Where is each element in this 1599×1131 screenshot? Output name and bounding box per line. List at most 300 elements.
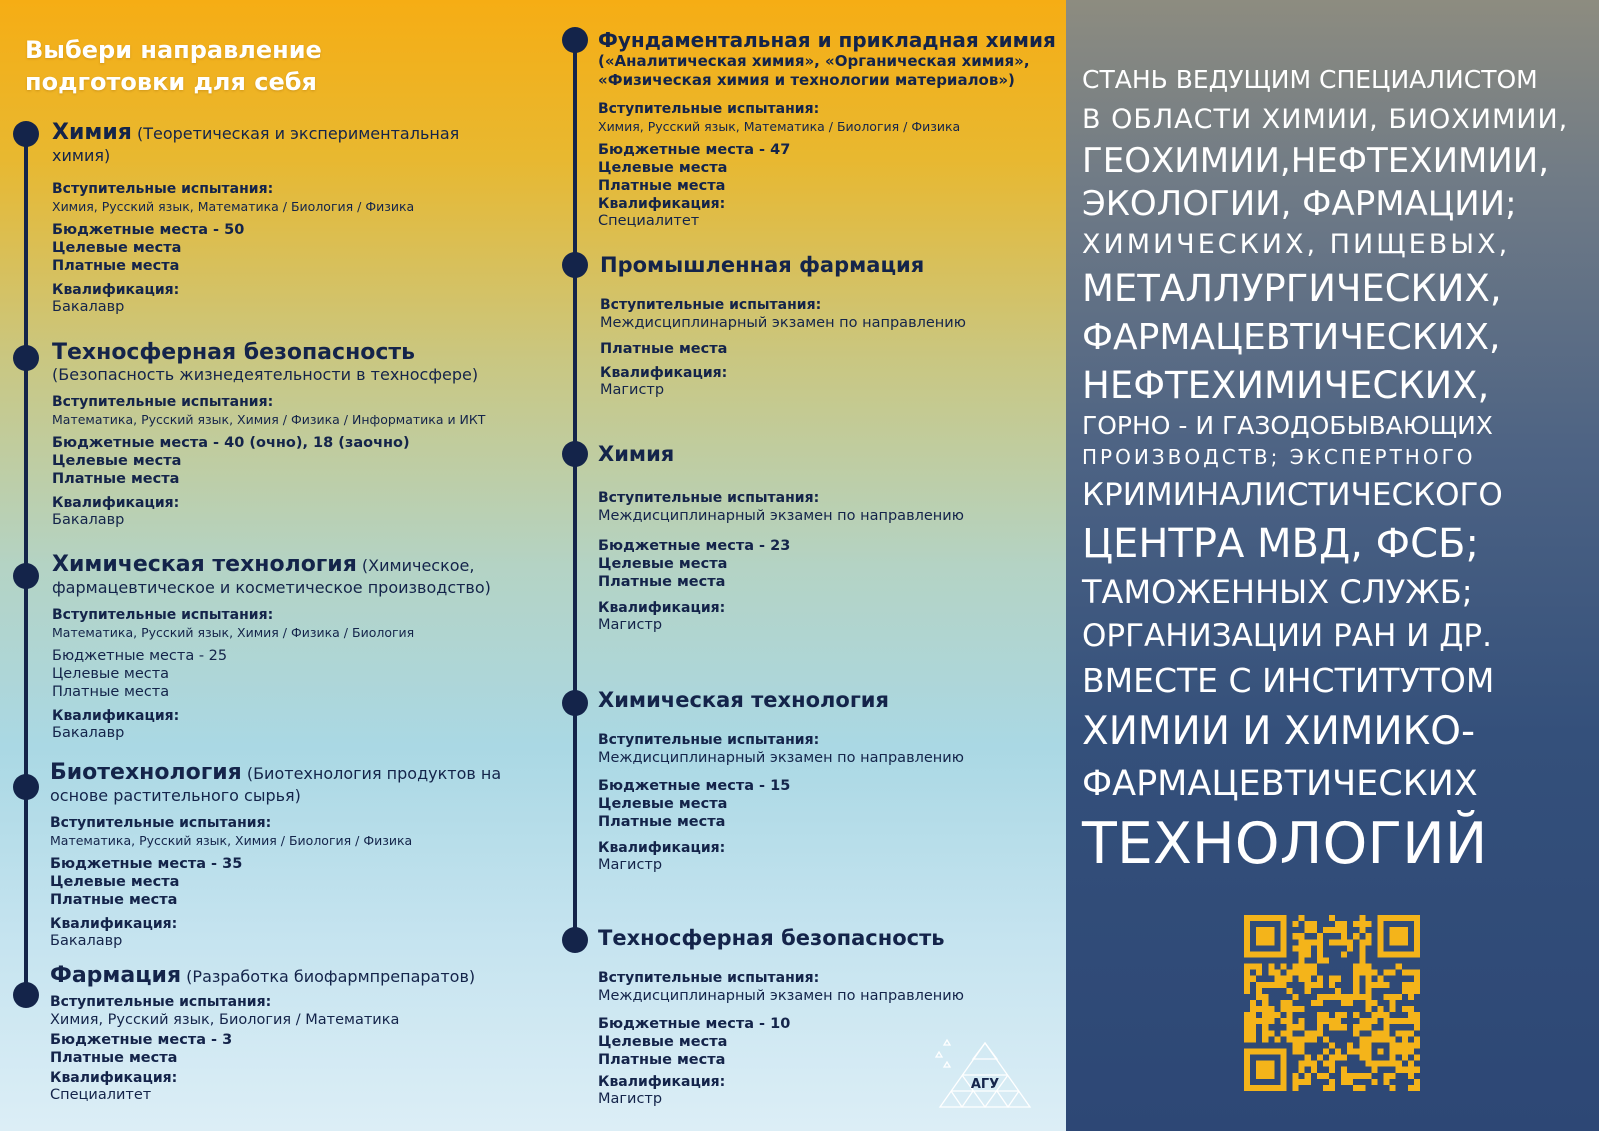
- qr-module: [1384, 1024, 1390, 1030]
- qr-module: [1353, 1030, 1359, 1036]
- targeted-seats: Целевые места: [598, 1034, 728, 1050]
- qr-module: [1384, 1012, 1390, 1018]
- qr-module: [1299, 951, 1305, 957]
- qr-module: [1293, 1049, 1299, 1055]
- qr-module: [1384, 1030, 1390, 1036]
- qr-module: [1317, 939, 1323, 945]
- qr-module: [1414, 1042, 1420, 1048]
- timeline-dot: [562, 27, 588, 53]
- qr-module: [1280, 976, 1286, 982]
- program-bachelor-biotechnology: [50, 760, 550, 950]
- qr-module: [1390, 1036, 1396, 1066]
- qr-module: [1244, 976, 1250, 982]
- qr-module: [1359, 1024, 1365, 1030]
- qr-module: [1299, 1067, 1305, 1073]
- qr-module: [1299, 1049, 1305, 1055]
- qr-module: [1305, 964, 1311, 970]
- qr-module: [1371, 1079, 1377, 1085]
- qr-module: [1286, 976, 1292, 982]
- promo-line: ВМЕСТЕ С ИНСТИТУТОМ: [1082, 661, 1495, 700]
- qr-code-icon: [1244, 915, 1420, 1091]
- qr-module: [1335, 1049, 1341, 1055]
- qr-module: [1365, 976, 1371, 982]
- qr-module: [1359, 921, 1365, 927]
- budget-seats: Бюджетные места - 23: [598, 538, 791, 554]
- qr-module: [1341, 933, 1347, 939]
- exams-label: Вступительные испытания:: [52, 394, 274, 410]
- promo-line: ГЕОХИМИИ,НЕФТЕХИМИИ,: [1082, 141, 1550, 181]
- qr-code[interactable]: [1244, 915, 1420, 1095]
- qr-module: [1305, 945, 1311, 951]
- promo-line: ПРОИЗВОДСТВ; ЭКСПЕРТНОГО: [1082, 445, 1476, 469]
- qr-module: [1305, 1036, 1311, 1042]
- exams-value: Математика, Русский язык, Химия / Физика / Информатика и ИКТ: [52, 412, 486, 427]
- qr-module: [1244, 1024, 1250, 1030]
- qr-module: [1311, 1061, 1317, 1067]
- qr-module: [1323, 1049, 1329, 1055]
- qr-module: [1335, 976, 1341, 982]
- qr-module: [1268, 1030, 1274, 1036]
- qr-module: [1329, 1024, 1335, 1030]
- program-master-chemistry: [598, 442, 1038, 634]
- qr-module: [1305, 951, 1311, 957]
- qr-module: [1262, 1012, 1268, 1018]
- qr-module: [1329, 976, 1335, 982]
- qr-module: [1353, 964, 1359, 970]
- qr-module: [1359, 1042, 1365, 1048]
- qr-module: [1408, 994, 1414, 1000]
- program-fundamental-applied-chemistry: [598, 28, 1058, 230]
- qr-module: [1256, 1006, 1262, 1012]
- qr-module: [1280, 964, 1286, 970]
- qr-module: [1408, 1006, 1414, 1012]
- budget-seats: Бюджетные места - 47: [598, 142, 791, 158]
- timeline-line-left: [24, 133, 28, 983]
- qr-module: [1353, 1073, 1359, 1079]
- qr-module: [1244, 1012, 1250, 1018]
- qr-module: [1262, 1024, 1268, 1030]
- qr-module: [1305, 1073, 1311, 1079]
- qr-module: [1414, 1018, 1420, 1024]
- qr-module: [1280, 1018, 1286, 1024]
- qr-module: [1280, 915, 1286, 957]
- qr-module: [1378, 982, 1384, 988]
- qr-module: [1244, 1030, 1250, 1036]
- qr-module: [1317, 1012, 1323, 1018]
- qr-module: [1365, 1024, 1371, 1030]
- qr-module: [1365, 982, 1371, 988]
- qr-module: [1299, 976, 1305, 982]
- qr-module: [1414, 1079, 1420, 1085]
- qr-module: [1359, 915, 1365, 921]
- program-title: Промышленная фармация: [600, 253, 925, 277]
- qr-module: [1353, 988, 1359, 994]
- promo-line: НЕФТЕХИМИЧЕСКИХ,: [1082, 364, 1490, 407]
- paid-seats: Платные места: [50, 892, 178, 908]
- qualification-value: Специалитет: [50, 1087, 152, 1103]
- qr-module: [1359, 939, 1365, 945]
- qr-module: [1353, 1012, 1359, 1018]
- qr-module: [1305, 927, 1311, 933]
- qr-module: [1414, 1085, 1420, 1091]
- qr-module: [1268, 970, 1274, 976]
- qr-module: [1244, 988, 1250, 994]
- qr-module: [1384, 1073, 1390, 1079]
- qr-module: [1299, 964, 1305, 970]
- paid-seats: Платные места: [52, 684, 170, 700]
- qr-module: [1329, 982, 1335, 988]
- qr-module: [1293, 921, 1299, 927]
- qr-module: [1329, 915, 1335, 921]
- qr-module: [1329, 994, 1335, 1000]
- qr-module: [1390, 970, 1396, 976]
- qr-module: [1347, 1042, 1353, 1048]
- qualification-value: Специалитет: [598, 213, 700, 229]
- exams-value: Химия, Русский язык, Математика / Биология / Физика: [598, 119, 961, 134]
- promo-line: ЦЕНТРА МВД, ФСБ;: [1082, 521, 1479, 567]
- qr-module: [1335, 921, 1341, 927]
- qr-module: [1371, 1012, 1377, 1018]
- exams-label: Вступительные испытания:: [50, 815, 272, 831]
- qr-module: [1335, 1055, 1341, 1061]
- qr-module: [1256, 1018, 1262, 1024]
- qr-module: [1396, 964, 1402, 970]
- qr-module: [1396, 1067, 1402, 1073]
- qr-module: [1341, 921, 1347, 927]
- qr-module: [1408, 970, 1414, 976]
- qr-module: [1359, 951, 1365, 957]
- qr-module: [1402, 1042, 1408, 1048]
- program-title: Химическая технология: [598, 688, 889, 712]
- exams-value: Химия, Русский язык, Биология / Математика: [50, 1012, 400, 1028]
- qualification-label: Квалификация:: [52, 708, 180, 724]
- qr-module: [1317, 1030, 1323, 1036]
- qr-module: [1305, 939, 1311, 945]
- qr-module: [1365, 970, 1371, 976]
- seats-block: [598, 777, 1038, 831]
- qr-module: [1262, 1036, 1268, 1042]
- qr-module: [1268, 1006, 1274, 1012]
- program-industrial-pharmacy: [600, 253, 1040, 399]
- qr-module: [1414, 1067, 1420, 1073]
- qr-module: [1323, 1061, 1329, 1067]
- qr-module: [1268, 982, 1274, 988]
- qr-module: [1341, 1079, 1347, 1085]
- qr-module: [1353, 1024, 1359, 1030]
- qualification-label: Квалификация:: [598, 840, 726, 856]
- targeted-seats: Целевые места: [598, 796, 728, 812]
- qr-module: [1335, 939, 1341, 945]
- qualification-value: Бакалавр: [52, 725, 125, 741]
- qr-module: [1311, 1000, 1317, 1006]
- qr-module: [1414, 970, 1420, 976]
- qr-module: [1256, 964, 1262, 970]
- qr-module: [1317, 1000, 1323, 1006]
- promo-line: ХИМИИ И ХИМИКО-: [1082, 709, 1476, 754]
- seats-block: [598, 537, 1038, 591]
- budget-seats: Бюджетные места - 35: [50, 856, 243, 872]
- qr-module: [1305, 982, 1311, 988]
- seats-block: [50, 855, 550, 909]
- qr-module: [1317, 951, 1323, 957]
- qr-module: [1293, 1073, 1299, 1079]
- qr-module: [1359, 994, 1365, 1000]
- qr-module: [1317, 957, 1323, 963]
- timeline-dot: [13, 563, 39, 589]
- qr-module: [1250, 1012, 1256, 1018]
- qr-module: [1323, 1073, 1329, 1079]
- budget-seats: Бюджетные места - 50: [52, 222, 245, 238]
- qr-module: [1359, 1036, 1365, 1042]
- qualification-value: Магистр: [600, 382, 665, 398]
- program-title: Фармация (Разработка биофармпрепаратов): [50, 963, 476, 988]
- qr-module: [1414, 1036, 1420, 1042]
- exams-value: Математика, Русский язык, Химия / Физика / Биология: [52, 625, 415, 640]
- qr-module: [1353, 994, 1359, 1000]
- qr-module: [1286, 1036, 1292, 1042]
- paid-seats: Платные места: [598, 814, 726, 830]
- qr-module: [1250, 1000, 1256, 1006]
- qr-module: [1244, 970, 1250, 976]
- qr-module: [1365, 964, 1371, 970]
- qr-module: [1250, 964, 1256, 970]
- qr-module: [1280, 1000, 1286, 1006]
- qr-module: [1402, 1049, 1408, 1055]
- budget-seats: Бюджетные места - 15: [598, 778, 791, 794]
- qualification-value: Магистр: [598, 857, 663, 873]
- qr-module: [1390, 1000, 1396, 1006]
- qr-module: [1341, 1055, 1347, 1061]
- qr-module: [1293, 970, 1299, 976]
- qr-module: [1299, 1042, 1305, 1048]
- seats-block: [50, 1031, 550, 1067]
- qr-module: [1353, 933, 1359, 939]
- qr-module: [1402, 970, 1408, 976]
- qr-module: [1305, 1061, 1311, 1067]
- exams-label: Вступительные испытания:: [598, 101, 820, 117]
- qr-module: [1244, 964, 1250, 970]
- promo-line: ТАМОЖЕННЫХ СЛУЖБ;: [1082, 573, 1473, 611]
- qr-module: [1293, 933, 1299, 939]
- qr-module: [1311, 1030, 1317, 1036]
- qr-module: [1299, 970, 1305, 976]
- qr-module: [1244, 982, 1250, 988]
- qr-module: [1317, 982, 1323, 988]
- qr-module: [1371, 970, 1377, 976]
- qr-module: [1378, 976, 1384, 982]
- qr-module: [1347, 1049, 1353, 1055]
- qr-module: [1323, 1085, 1329, 1091]
- qr-module: [1274, 970, 1280, 976]
- qr-module: [1365, 933, 1371, 939]
- qr-module: [1414, 915, 1420, 957]
- program-title: Химическая технология (Химическое,: [52, 552, 475, 577]
- exams-value: Междисциплинарный экзамен по направлению: [598, 508, 964, 524]
- qr-module: [1371, 1018, 1377, 1024]
- qr-module: [1359, 1018, 1365, 1024]
- program-title: Химия: [598, 442, 675, 466]
- qr-module: [1384, 1018, 1390, 1024]
- qr-module: [1244, 1085, 1286, 1091]
- qr-module: [1262, 994, 1268, 1000]
- qr-module: [1323, 1018, 1329, 1024]
- qr-module: [1365, 994, 1371, 1000]
- qr-module: [1335, 994, 1341, 1000]
- qr-module: [1311, 964, 1317, 970]
- qr-module: [1378, 951, 1420, 957]
- exams-label: Вступительные испытания:: [598, 490, 820, 506]
- qr-module: [1311, 939, 1317, 945]
- qualification-value: Бакалавр: [50, 933, 123, 949]
- qr-module: [1359, 970, 1365, 976]
- qr-module: [1365, 1018, 1371, 1024]
- qr-module: [1408, 1067, 1414, 1073]
- qr-module: [1323, 957, 1329, 963]
- qr-module: [1353, 921, 1359, 927]
- qr-module: [1414, 988, 1420, 994]
- targeted-seats: Целевые места: [50, 874, 180, 890]
- qr-module: [1365, 921, 1371, 927]
- qr-module: [1371, 1030, 1377, 1036]
- qr-module: [1256, 982, 1262, 988]
- qr-module: [1286, 988, 1292, 994]
- qr-module: [1335, 1018, 1341, 1024]
- qr-module: [1341, 1000, 1347, 1006]
- qualification-value: Магистр: [598, 1091, 663, 1107]
- qr-module: [1378, 1006, 1384, 1012]
- qr-module: [1408, 1085, 1414, 1091]
- paid-seats: Платные места: [600, 341, 728, 357]
- qr-module: [1311, 970, 1317, 976]
- timeline-dot: [562, 690, 588, 716]
- qr-module: [1311, 927, 1317, 933]
- qr-module: [1359, 964, 1365, 970]
- qr-module: [1396, 1049, 1402, 1055]
- qr-module: [1323, 994, 1329, 1000]
- qr-module: [1371, 1000, 1377, 1006]
- qr-module: [1244, 951, 1286, 957]
- seats-block: [600, 340, 1040, 358]
- qr-module: [1371, 1067, 1377, 1073]
- qr-module: [1378, 915, 1384, 957]
- targeted-seats: Целевые места: [598, 556, 728, 572]
- qr-module: [1341, 939, 1347, 945]
- qr-module: [1305, 988, 1311, 994]
- program-subtitle-1: («Аналитическая химия», «Органическая химия»,: [598, 52, 1030, 70]
- qr-module: [1274, 982, 1280, 988]
- qr-module: [1329, 1061, 1335, 1067]
- timeline-dot: [13, 345, 39, 371]
- exams-label: Вступительные испытания:: [600, 297, 822, 313]
- paid-seats: Платные места: [598, 574, 726, 590]
- qr-module: [1396, 1030, 1402, 1036]
- qr-module: [1317, 1073, 1323, 1079]
- qr-module: [1396, 1061, 1402, 1067]
- qr-module: [1402, 1036, 1408, 1042]
- program-title: Биотехнология (Биотехнология продуктов на: [50, 760, 502, 785]
- qr-module: [1274, 976, 1280, 982]
- qr-module: [1274, 1012, 1280, 1018]
- program-title: Фундаментальная и прикладная химия: [598, 28, 1056, 52]
- paid-seats: Платные места: [50, 1050, 178, 1066]
- qr-module: [1262, 1006, 1268, 1012]
- qr-module: [1390, 1018, 1396, 1024]
- targeted-seats: Целевые места: [598, 160, 728, 176]
- qr-module: [1341, 951, 1347, 957]
- qr-module: [1317, 1055, 1323, 1061]
- paid-seats: Платные места: [52, 258, 180, 274]
- qr-module: [1244, 1049, 1250, 1091]
- qr-module: [1335, 1012, 1341, 1018]
- paid-seats: Платные места: [598, 1052, 726, 1068]
- qr-module: [1378, 1030, 1384, 1036]
- qr-module: [1402, 982, 1408, 988]
- qr-module: [1359, 1085, 1365, 1091]
- qr-module: [1408, 1030, 1414, 1036]
- promo-line: ЭКОЛОГИИ, ФАРМАЦИИ;: [1082, 184, 1517, 224]
- qr-module: [1414, 1012, 1420, 1018]
- exams-value: Междисциплинарный экзамен по направлению: [598, 988, 964, 1004]
- qr-module: [1305, 1030, 1311, 1036]
- qr-module: [1347, 1073, 1353, 1079]
- qr-module: [1323, 927, 1329, 933]
- qr-module: [1341, 994, 1347, 1000]
- qr-module: [1402, 1006, 1408, 1012]
- exams-value: Математика, Русский язык, Химия / Биология / Физика: [50, 833, 413, 848]
- qr-module: [1408, 1012, 1414, 1018]
- qr-module: [1311, 982, 1317, 988]
- promo-line: ХИМИЧЕСКИХ, ПИЩЕВЫХ,: [1082, 229, 1511, 260]
- qr-module: [1293, 994, 1299, 1000]
- qr-module: [1359, 1073, 1365, 1079]
- qr-module: [1365, 1006, 1371, 1012]
- qualification-label: Квалификация:: [52, 282, 180, 298]
- program-subtitle-2: «Физическая химия и технологии материалов»): [598, 71, 1015, 89]
- qr-module: [1353, 976, 1359, 982]
- qr-module: [1353, 982, 1359, 988]
- qr-module: [1280, 1030, 1286, 1036]
- qr-module: [1305, 1055, 1311, 1061]
- budget-seats: Бюджетные места - 3: [50, 1032, 233, 1048]
- qr-module: [1390, 1085, 1396, 1091]
- qr-module: [1305, 976, 1311, 982]
- qr-module: [1329, 1067, 1335, 1073]
- budget-seats: Бюджетные места - 10: [598, 1016, 791, 1032]
- promo-line: ФАРМАЦЕВТИЧЕСКИХ,: [1082, 317, 1501, 358]
- qr-module: [1365, 1000, 1371, 1006]
- qr-module: [1347, 1079, 1353, 1085]
- qr-module: [1299, 1018, 1305, 1024]
- qr-module: [1335, 988, 1341, 994]
- qr-module: [1286, 1006, 1292, 1012]
- qr-module: [1378, 915, 1420, 921]
- qr-module: [1329, 1079, 1335, 1085]
- agu-logo-text: АГУ: [970, 1077, 1000, 1092]
- qualification-label: Квалификация:: [50, 916, 178, 932]
- qr-module: [1359, 1055, 1365, 1061]
- promo-line: КРИМИНАЛИСТИЧЕСКОГО: [1082, 477, 1503, 513]
- qr-module: [1299, 1036, 1305, 1042]
- qr-module: [1256, 994, 1262, 1000]
- targeted-seats: Целевые места: [52, 240, 182, 256]
- timeline-dot: [562, 252, 588, 278]
- qr-module: [1299, 939, 1305, 945]
- promo-line: ТЕХНОЛОГИЙ: [1082, 811, 1488, 877]
- qr-module: [1256, 988, 1262, 994]
- qr-module: [1408, 1018, 1414, 1024]
- qualification-value: Бакалавр: [52, 299, 125, 315]
- qr-module: [1250, 1024, 1256, 1030]
